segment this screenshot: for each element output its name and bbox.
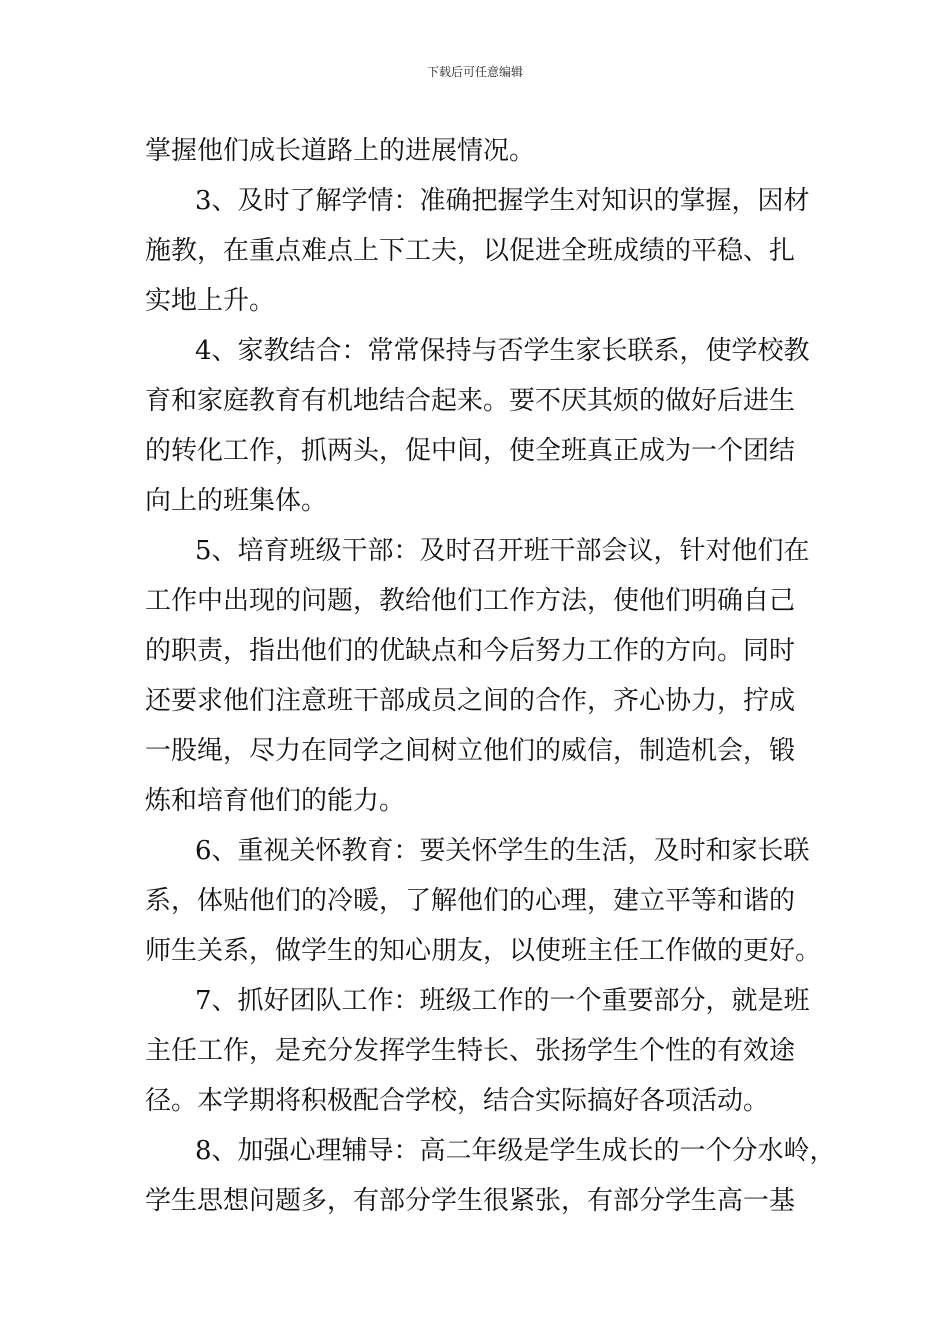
text-line: 向上的班集体。 [145, 486, 328, 516]
text-line: 工作中出现的问题，教给他们工作方法，使他们明确自己 [145, 586, 796, 616]
text-line: 还要求他们注意班干部成员之间的合作，齐心协力，拧成 [145, 686, 796, 716]
paragraph-start-line: 5、培育班级干部：及时召开班干部会议，针对他们在 [195, 536, 810, 566]
text-line: 系，体贴他们的冷暖，了解他们的心理，建立平等和谐的 [145, 886, 796, 916]
text-line: 一股绳，尽力在同学之间树立他们的威信，制造机会，锻 [145, 736, 796, 766]
text-line: 炼和培育他们的能力。 [145, 786, 406, 816]
paragraph-start-line: 3、及时了解学情：准确把握学生对知识的掌握，因材 [195, 186, 810, 216]
page-header: 下载后可任意编辑 [426, 65, 523, 79]
text-line: 径。本学期将积极配合学校，结合实际搞好各项活动。 [145, 1086, 770, 1116]
text-line: 育和家庭教育有机地结合起来。要不厌其烦的做好后进生 [145, 386, 796, 416]
text-line: 主任工作，是充分发挥学生特长、张扬学生个性的有效途 [145, 1036, 796, 1066]
paragraph-start-line: 8、加强心理辅导：高二年级是学生成长的一个分水岭， [195, 1136, 836, 1166]
paragraph-start-line: 4、家教结合：常常保持与否学生家长联系，使学校教 [195, 336, 810, 366]
paragraph-start-line: 6、重视关怀教育：要关怀学生的生活，及时和家长联 [195, 836, 810, 866]
paragraph-start-line: 7、抓好团队工作：班级工作的一个重要部分，就是班 [195, 986, 810, 1016]
text-line: 实地上升。 [145, 286, 276, 316]
text-line: 的转化工作，抓两头，促中间，使全班真正成为一个团结 [145, 436, 796, 466]
text-line: 施教，在重点难点上下工夫，以促进全班成绩的平稳、扎 [145, 236, 796, 266]
text-line: 学生思想问题多，有部分学生很紧张，有部分学生高一基 [145, 1186, 796, 1216]
text-line: 掌握他们成长道路上的进展情况。 [145, 136, 536, 166]
text-line: 的职责，指出他们的优缺点和今后努力工作的方向。同时 [145, 636, 796, 666]
text-line: 师生关系，做学生的知心朋友，以使班主任工作做的更好。 [145, 936, 822, 966]
